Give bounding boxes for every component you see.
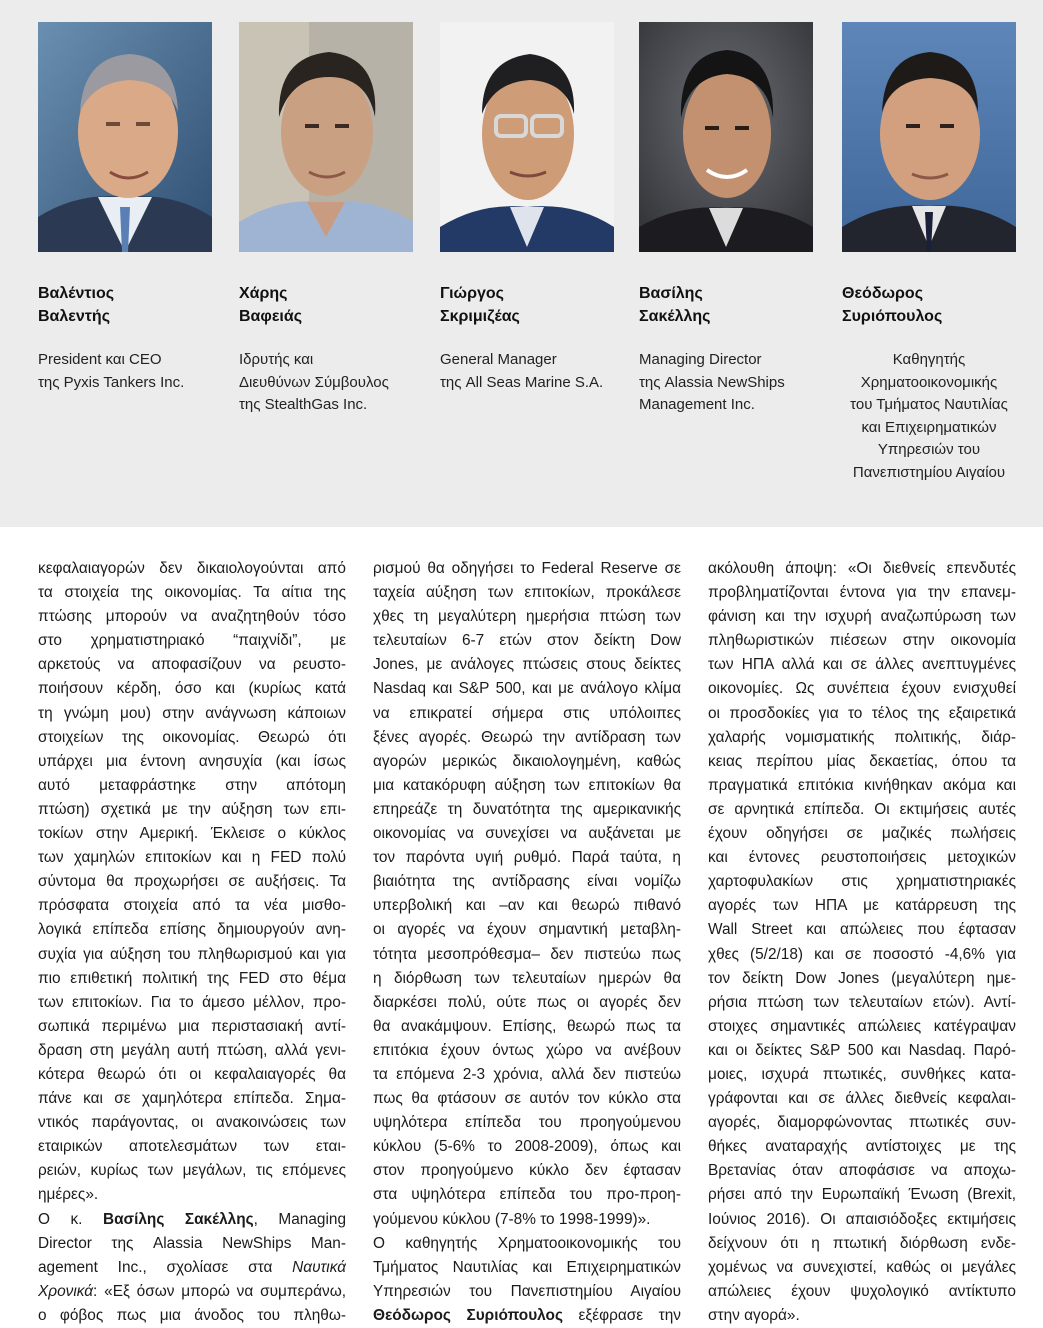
text-line: μια κατακόρυφη αύξηση των επιτοκίων θα	[373, 776, 681, 794]
text-line: εταιρικών αποτελεσμάτων των εται-	[38, 1138, 346, 1156]
article-column-2	[373, 557, 681, 1328]
text-line: πραγματικά επιτόκια κινήθηκαν ακόμα και	[708, 776, 1016, 794]
text-line: ρισμού θα οδηγήσει το Federal Reserve σε	[373, 560, 681, 577]
text-line: φάνιση και την ισχυρή αναζωπύρωση των	[708, 608, 1016, 626]
role-line: Καθηγητής	[892, 351, 966, 368]
text-line: στο χρηματιστηριακό “παιχνίδι”, με	[38, 632, 346, 650]
text-line: έχουν οδηγήσει σε μαζικές πωλήσεις	[708, 825, 1016, 843]
text-line: θα ανακάμψουν. Επίσης, θεωρώ πως τα	[373, 1017, 681, 1035]
profile-valentis	[38, 22, 216, 394]
role-line: Πανεπιστημίου Αιγαίου	[852, 463, 1006, 481]
text-line: Τμήματος Ναυτιλίας και Επιχειρηματικών	[373, 1258, 681, 1276]
text-line: κειας περίπου μίας δεκαετίας, όπου τα	[708, 752, 1016, 770]
text-line: σωπικά περιμένω μια περιστασιακή αντί-	[38, 1017, 346, 1035]
text-line: Wall Street και απώλειες που έφτασαν	[708, 921, 1016, 939]
text-line: τότητα μεσοπρόθεσμα– δεν πιστεύω πως	[373, 945, 681, 963]
person-last-name: Βαλεντής	[38, 308, 111, 325]
person-first-name: Γιώργος	[440, 285, 504, 302]
text-line: δείχνουν ότι η πτωτική διόρθωση ενδε-	[708, 1234, 1016, 1252]
role-line: της StealthGas Inc.	[239, 396, 368, 413]
text-line: χαλαρής νομισματικής πολιτικής, διάρ-	[708, 728, 1016, 746]
profile-skrimizeas	[440, 22, 618, 394]
text-line: οικονομίες. Ως συνέπεια έχουν ενισχυθεί	[708, 680, 1016, 698]
text-line: τοκίων στην Αμερική. Έκλεισε ο κύκλος	[38, 825, 346, 843]
profile-syriopoulos	[842, 22, 1020, 484]
text-line: γούμενου κύκλου (7-8% το 1998-1999)».	[373, 1210, 651, 1228]
text-line: υπερβολική και –αν και θεωρώ πιθανό	[373, 897, 681, 915]
person-last-name: Σακέλλης	[639, 308, 711, 325]
text-line: πτώση) σχετικά με την αύξηση των επι-	[38, 800, 346, 818]
profile-sakellis	[639, 22, 817, 417]
role-line: Χρηματοοικονομικής	[860, 373, 998, 391]
text-line: γράφονται και σε άλλες διεθνείς κεφαλαι-	[708, 1090, 1016, 1108]
text-line: Ο κ. Βασίλης Σακέλλης, Managing	[38, 1210, 346, 1228]
role-line: της Alassia NewShips	[639, 373, 785, 391]
text-line: προβληματίζονται έντονα για την επανεμ-	[708, 584, 1016, 602]
text-line: κύκλου (5-6% το 2008-2009), όπως και	[373, 1138, 681, 1156]
text-line: των χαμηλών επιτοκίων και η FED πολύ	[38, 849, 346, 867]
article-column-1	[38, 557, 346, 1328]
text-line: πως θα φτάσουν σε αυτόν τον κύκλο στα	[373, 1090, 681, 1108]
text-line: χαρτοφυλακίων στις χρηματιστηριακές	[708, 873, 1016, 891]
text-line: αγορών μερικώς δικαιολογημένη, καθώς	[373, 752, 681, 770]
person-last-name: Συριόπουλος	[842, 308, 943, 325]
person-first-name: Βαλέντιος	[38, 285, 115, 302]
text-line: υψηλότερα επίπεδα του προηγούμενου	[373, 1114, 681, 1132]
text-line: Υπηρεσιών του Πανεπιστημίου Αιγαίου	[373, 1282, 681, 1300]
text-line: ταχεία αύξηση των επιτοκίων, προκάλεσε	[373, 584, 681, 602]
role-line: Διευθύνων Σύμβουλος	[239, 373, 389, 391]
text-line: και έντονες ρευστοποιήσεις μετοχικών	[708, 849, 1016, 867]
text-line: επιτόκια έχουν όντως χώρο να ανέβουν	[373, 1041, 681, 1059]
role-line: Ιδρυτής και	[239, 351, 314, 368]
text-line: οι αγορές να έχουν σημαντική μεταβλη-	[373, 921, 681, 939]
text-line: Χρονικά: «Εξ όσων μπορώ να συμπεράνω,	[38, 1282, 346, 1300]
text-line: ο φόβος πως μια άνοδος του πληθω-	[38, 1306, 346, 1324]
text-line: των επιτοκίων. Για το άμεσο μέλλον, προ-	[38, 993, 346, 1011]
text-line: πάνε και σε χαμηλότερα επίπεδα. Σημα-	[38, 1090, 346, 1108]
text-line: πληθωριστικών πιέσεων στην οικονομία	[708, 632, 1016, 650]
text-line: η διόρθωση των τελευταίων ημερών θα	[373, 969, 681, 987]
text-line: στοιχες σημαντικές απώλειες κατέγραψαν	[708, 1017, 1016, 1035]
text-line: λογικά επίπεδα επίσης δημιουργούν ανη-	[38, 921, 346, 939]
role-line: Managing Director	[639, 351, 762, 368]
text-line: να επικρατεί σήμερα στις υπόλοιπες	[373, 704, 681, 722]
text-line: τον δείκτη Dow Jones (μεγαλύτερη ημε-	[708, 969, 1016, 987]
text-line: ρήσια πτώση των τελευταίων ετών). Αντί-	[708, 993, 1016, 1011]
portrait-photo	[38, 22, 212, 252]
text-line: στην αγορά».	[708, 1306, 800, 1324]
text-line: και οι δείκτες S&P 500 και Nasdaq. Παρό-	[708, 1041, 1016, 1059]
text-line: θήκες αναταραχής αντίστοιχες με της	[708, 1138, 1016, 1156]
role-line: και Επιχειρηματικών	[861, 418, 997, 436]
text-line: ρήσει από την Ευρωπαϊκή Ένωση (Brexit,	[708, 1186, 1016, 1204]
text-line: κεφαλαιαγορών δεν δικαιολογούνται από	[38, 560, 346, 577]
text-line: απώλειες έχουν ψυχολογικό αντίκτυπο	[708, 1282, 1016, 1300]
role-line: Management Inc.	[639, 396, 755, 413]
role-line: General Manager	[440, 351, 557, 368]
text-line: στα υψηλότερα επίπεδα του προ-προη-	[373, 1186, 681, 1204]
text-line: μοιες, ισχυρά πτωτικές, συνθήκες κατα-	[708, 1065, 1016, 1083]
text-line: συχία για αύξηση του πληθωρισμού και για	[38, 945, 346, 963]
text-line: ξένες αγορές. Θεωρώ την αντίδραση των	[373, 728, 681, 746]
text-line: αρκετούς να αποφασίζουν να ρευστο-	[38, 656, 346, 674]
role-line: Υπηρεσιών του	[877, 441, 981, 458]
person-first-name: Χάρης	[239, 285, 288, 302]
text-line: τη γνώμη μου) στην ανάγνωση κάποιων	[38, 704, 346, 722]
text-line: οικονομίας να συνεχίσει να αυξάνεται με	[373, 825, 681, 843]
text-line: πιο επιθετική πολιτική της FED στο θέμα	[38, 969, 346, 987]
role-line: της Pyxis Tankers Inc.	[38, 373, 185, 391]
role-line: του Τμήματος Ναυτιλίας	[850, 396, 1008, 413]
text-line: ποιήσουν κέρδη, όσο και (κυρίως κατά	[38, 680, 346, 698]
portrait-photo	[239, 22, 413, 252]
portrait-photo	[842, 22, 1016, 252]
text-line: χθες τη μεγαλύτερη ημερήσια πτώση των	[373, 608, 681, 626]
text-line: δραση στη μεγάλη αυτή πτώση, αλλά γενι-	[38, 1041, 346, 1059]
article-column-3	[708, 557, 1016, 1328]
text-line: ρειών, κυρίως των μεγάλων, τις επόμενες	[38, 1162, 346, 1180]
text-line: σε αρνητικά επίπεδα. Οι εκτιμήσεις αυτές	[708, 800, 1016, 818]
person-last-name: Βαφειάς	[239, 308, 303, 325]
text-line: χομένως να συνεχιστεί, καθώς οι μεγάλες	[708, 1258, 1016, 1276]
text-line: υπάρχει μια έντονη ανησυχία (και ίσως	[38, 752, 346, 770]
person-last-name: Σκριμιζέας	[440, 308, 520, 325]
text-line: χθες (5/2/18) και σε ποσοστό -4,6% για	[708, 945, 1016, 963]
text-line: Θεόδωρος Συριόπουλος εξέφρασε την	[373, 1306, 681, 1324]
text-line: πτώσης μπορούν να αναζητηθούν τόσο	[38, 608, 346, 626]
role-line: της All Seas Marine S.A.	[440, 373, 604, 391]
text-line: τα επόμενα 2-3 χρόνια, αλλά δεν πιστεύω	[373, 1065, 681, 1083]
text-line: σύντομα θα προχωρήσει σε αυξήσεις. Τα	[38, 873, 346, 891]
text-line: ακόλουθη άποψη: «Οι διεθνείς επενδυτές	[708, 560, 1016, 577]
text-line: στον προηγούμενο κύκλο δεν έφτασαν	[373, 1162, 681, 1180]
text-line: Nasdaq και S&P 500, και με ανάλογο κλίμα	[373, 680, 681, 698]
person-first-name: Βασίλης	[639, 285, 703, 302]
text-line: ντικός παράγοντας, οι ανακοινώσεις των	[38, 1114, 346, 1132]
text-line: βιαιότητα της αντίδρασης είναι νομίζω	[373, 873, 681, 891]
text-line: κότερα θεωρώ ότι οι κεφαλαιαγορές θα	[38, 1065, 346, 1083]
text-line: τα στοιχεία της οικονομίας. Τα αίτια της	[38, 584, 346, 602]
text-line: στοιχείων της οικονομίας. Θεωρώ ότι	[38, 728, 346, 746]
text-line: αγορές των ΗΠΑ με κατάρρευση της	[708, 897, 1016, 915]
text-line: αγορές, διαμορφώνοντας πτωτικές συν-	[708, 1114, 1016, 1132]
text-line: τον παρόντα υγιή ρυθμό. Παρά ταύτα, η	[373, 849, 681, 867]
text-line: των ΗΠΑ αλλά και σε άλλες ανεπτυγμένες	[708, 656, 1016, 674]
text-line: Director της Alassia NewShips Man-	[38, 1234, 346, 1252]
text-line: ημέρες».	[38, 1186, 99, 1204]
person-first-name: Θεόδωρος	[842, 285, 924, 302]
text-line: Βρετανίας όταν αποφάσισε να αποχω-	[708, 1162, 1016, 1180]
text-line: Ιούνιος 2016). Οι απαισιόδοξες εκτιμήσεις	[708, 1210, 1016, 1228]
text-line: διαρκέσει πολύ, ούτε πως οι αγορές δεν	[373, 993, 681, 1011]
text-line: Ο καθηγητής Χρηματοοικονομικής του	[373, 1234, 681, 1252]
text-line: οι προσδοκίες για το τέλος της εξαιρετικά	[708, 704, 1016, 722]
portrait-photo	[639, 22, 813, 252]
text-line: Jones, με ανάλογες πτώσεις στους δείκτες	[373, 656, 681, 674]
text-line: επηρεάζε τη δυνατότητα της αμερικανικής	[373, 800, 681, 818]
text-line: αυτό μεταφράστηκε στην απότομη	[38, 776, 346, 794]
portrait-photo	[440, 22, 614, 252]
role-line: President και CEO	[38, 351, 162, 368]
profile-vafeias	[239, 22, 417, 417]
text-line: τελευταίων 6-7 ετών στον δείκτη Dow	[373, 632, 681, 650]
text-line: agement Inc., σχολίασε στα Ναυτικά	[38, 1258, 346, 1276]
text-line: πρόσφατα στοιχεία από τα νέα μισθο-	[38, 897, 346, 915]
